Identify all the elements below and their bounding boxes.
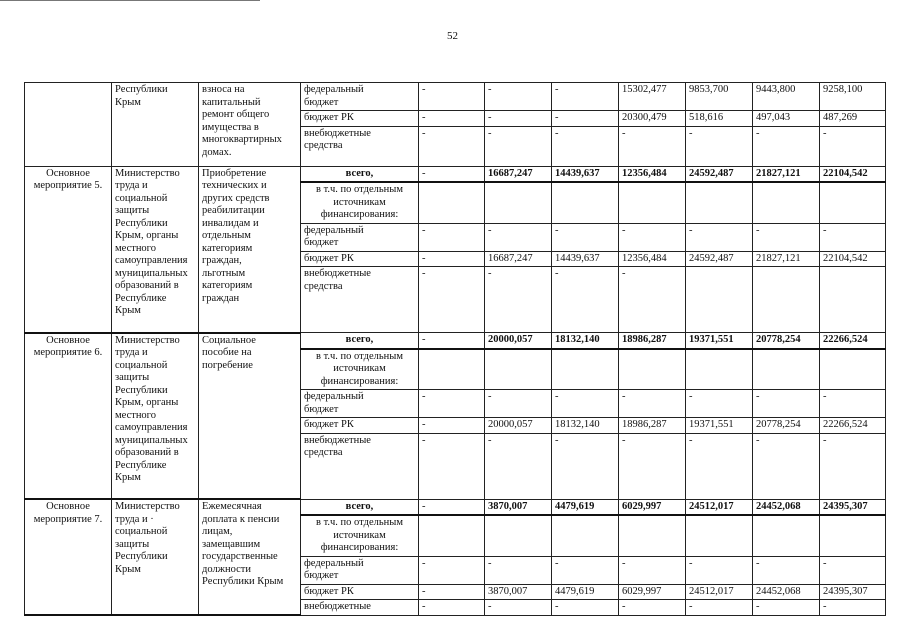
value-cell: - xyxy=(485,83,552,111)
table-row xyxy=(25,83,886,111)
value-cell: - xyxy=(686,126,753,166)
value-cell xyxy=(686,515,753,556)
value-cell xyxy=(686,349,753,390)
value-cell: - xyxy=(686,433,753,499)
value-cell: 4479,619 xyxy=(552,499,619,515)
funding-source-cell: внебюджетные средства xyxy=(301,433,419,499)
table-row xyxy=(25,499,886,515)
value-cell: 9258,100 xyxy=(820,83,886,111)
value-cell: - xyxy=(686,556,753,584)
value-cell: - xyxy=(820,433,886,499)
value-cell: 15302,477 xyxy=(619,83,686,111)
value-cell: 20300,479 xyxy=(619,111,686,127)
value-cell: - xyxy=(419,418,485,434)
top-rule xyxy=(0,0,260,1)
executor-cell: Министерство труда и социальной защиты Республики Крым, органы местного самоуправления муниципальных образований в Республике Крым xyxy=(112,166,199,333)
value-cell: - xyxy=(820,223,886,251)
value-cell: - xyxy=(753,556,820,584)
activity-cell: Социальное пособие на погребение xyxy=(199,333,301,500)
value-cell: - xyxy=(552,83,619,111)
value-cell: - xyxy=(753,433,820,499)
page-number: 52 xyxy=(447,30,458,42)
value-cell xyxy=(753,267,820,333)
funding-source-cell: в т.ч. по отдельным источникам финансирования: xyxy=(301,349,419,390)
value-cell: - xyxy=(619,267,686,333)
value-cell: 18132,140 xyxy=(552,418,619,434)
value-cell: - xyxy=(419,111,485,127)
funding-source-cell: федеральный бюджет xyxy=(301,556,419,584)
funding-source-cell: федеральный бюджет xyxy=(301,223,419,251)
value-cell xyxy=(753,515,820,556)
executor-cell: Республики Крым xyxy=(112,83,199,167)
value-cell: 3870,007 xyxy=(485,584,552,600)
value-cell: - xyxy=(419,166,485,182)
value-cell xyxy=(485,182,552,223)
funding-source-cell: всего, xyxy=(301,499,419,515)
funding-source-cell: федеральный бюджет xyxy=(301,83,419,111)
value-cell xyxy=(753,182,820,223)
value-cell: 14439,637 xyxy=(552,251,619,267)
value-cell: - xyxy=(753,390,820,418)
value-cell: - xyxy=(419,600,485,616)
value-cell: 22104,542 xyxy=(820,166,886,182)
value-cell xyxy=(686,267,753,333)
value-cell: 24395,307 xyxy=(820,584,886,600)
value-cell: 12356,484 xyxy=(619,166,686,182)
value-cell: 16687,247 xyxy=(485,166,552,182)
value-cell: - xyxy=(485,433,552,499)
value-cell: - xyxy=(753,223,820,251)
value-cell: - xyxy=(419,390,485,418)
value-cell: - xyxy=(552,390,619,418)
value-cell: 19371,551 xyxy=(686,333,753,349)
value-cell xyxy=(686,182,753,223)
value-cell xyxy=(485,515,552,556)
funding-source-cell: бюджет РК xyxy=(301,251,419,267)
value-cell xyxy=(552,182,619,223)
table-row xyxy=(25,166,886,182)
value-cell xyxy=(419,515,485,556)
value-cell: 4479,619 xyxy=(552,584,619,600)
value-cell: 20778,254 xyxy=(753,333,820,349)
measure-cell xyxy=(25,83,112,167)
funding-source-cell: всего, xyxy=(301,166,419,182)
value-cell: 18132,140 xyxy=(552,333,619,349)
value-cell: - xyxy=(485,111,552,127)
funding-source-cell: бюджет РК xyxy=(301,584,419,600)
value-cell: 497,043 xyxy=(753,111,820,127)
value-cell xyxy=(820,267,886,333)
value-cell: 19371,551 xyxy=(686,418,753,434)
value-cell: - xyxy=(552,126,619,166)
value-cell: - xyxy=(619,556,686,584)
value-cell: 487,269 xyxy=(820,111,886,127)
executor-cell: Министерство труда и социальной защиты Республики Крым, органы местного самоуправления муниципальных образований в Республике Крым xyxy=(112,333,199,500)
activity-cell: Приобретение технических и других средств реабилитации инвалидам и отдельным категориям граждан, льготным категориям граждан xyxy=(199,166,301,333)
value-cell: 24452,068 xyxy=(753,584,820,600)
value-cell: 14439,637 xyxy=(552,166,619,182)
executor-cell: Министерство труда и · социальной защиты Республики Крым xyxy=(112,499,199,615)
funding-source-cell: в т.ч. по отдельным источникам финансирования: xyxy=(301,182,419,223)
value-cell xyxy=(552,515,619,556)
value-cell: 24395,307 xyxy=(820,499,886,515)
value-cell: - xyxy=(419,251,485,267)
value-cell: - xyxy=(419,556,485,584)
value-cell xyxy=(820,182,886,223)
value-cell xyxy=(753,349,820,390)
value-cell: - xyxy=(419,584,485,600)
value-cell: 6029,997 xyxy=(619,584,686,600)
value-cell xyxy=(485,349,552,390)
activity-cell: взноса на капитальный ремонт общего имущества в многоквартирных домах. xyxy=(199,83,301,167)
value-cell: - xyxy=(820,556,886,584)
value-cell: 22266,524 xyxy=(820,333,886,349)
funding-table xyxy=(24,82,886,616)
value-cell: - xyxy=(686,600,753,616)
funding-source-cell: внебюджетные средства xyxy=(301,267,419,333)
funding-source-cell: в т.ч. по отдельным источникам финансирования: xyxy=(301,515,419,556)
value-cell: - xyxy=(419,499,485,515)
value-cell xyxy=(619,182,686,223)
measure-cell: Основное мероприятие 6. xyxy=(25,333,112,500)
value-cell xyxy=(820,349,886,390)
value-cell: - xyxy=(619,126,686,166)
value-cell: - xyxy=(485,267,552,333)
value-cell xyxy=(820,515,886,556)
value-cell: 9853,700 xyxy=(686,83,753,111)
value-cell: - xyxy=(753,600,820,616)
value-cell: - xyxy=(552,267,619,333)
value-cell: - xyxy=(820,126,886,166)
funding-source-cell: федеральный бюджет xyxy=(301,390,419,418)
value-cell: - xyxy=(419,223,485,251)
value-cell xyxy=(419,182,485,223)
value-cell: - xyxy=(485,223,552,251)
value-cell: 24512,017 xyxy=(686,499,753,515)
value-cell: - xyxy=(686,390,753,418)
value-cell: - xyxy=(419,333,485,349)
funding-source-cell: внебюджетные средства xyxy=(301,126,419,166)
value-cell: - xyxy=(552,556,619,584)
value-cell: - xyxy=(686,223,753,251)
funding-source-cell: бюджет РК xyxy=(301,111,419,127)
value-cell: - xyxy=(485,556,552,584)
value-cell: 24592,487 xyxy=(686,251,753,267)
measure-cell: Основное мероприятие 5. xyxy=(25,166,112,333)
value-cell: - xyxy=(419,433,485,499)
funding-source-cell: внебюджетные xyxy=(301,600,419,616)
value-cell: - xyxy=(619,600,686,616)
value-cell xyxy=(619,349,686,390)
value-cell: - xyxy=(619,223,686,251)
value-cell: - xyxy=(552,600,619,616)
value-cell xyxy=(619,515,686,556)
value-cell: - xyxy=(485,390,552,418)
measure-cell: Основное мероприятие 7. xyxy=(25,499,112,615)
value-cell: 24592,487 xyxy=(686,166,753,182)
value-cell: - xyxy=(552,433,619,499)
value-cell: 9443,800 xyxy=(753,83,820,111)
table-row xyxy=(25,333,886,349)
value-cell: 20000,057 xyxy=(485,418,552,434)
value-cell: - xyxy=(485,126,552,166)
value-cell: - xyxy=(820,390,886,418)
value-cell: 16687,247 xyxy=(485,251,552,267)
value-cell: 21827,121 xyxy=(753,251,820,267)
value-cell: 20778,254 xyxy=(753,418,820,434)
funding-source-cell: бюджет РК xyxy=(301,418,419,434)
value-cell: - xyxy=(820,600,886,616)
value-cell: 3870,007 xyxy=(485,499,552,515)
value-cell: 21827,121 xyxy=(753,166,820,182)
value-cell: - xyxy=(753,126,820,166)
funding-source-cell: всего, xyxy=(301,333,419,349)
value-cell: - xyxy=(619,433,686,499)
value-cell: - xyxy=(552,223,619,251)
activity-cell: Ежемесячная доплата к пенсии лицам, замещавшим государственные должности Республики Крым xyxy=(199,499,301,615)
value-cell: 518,616 xyxy=(686,111,753,127)
value-cell: 18986,287 xyxy=(619,333,686,349)
value-cell: 24452,068 xyxy=(753,499,820,515)
value-cell: 20000,057 xyxy=(485,333,552,349)
value-cell: - xyxy=(419,267,485,333)
value-cell: - xyxy=(552,111,619,127)
value-cell: 6029,997 xyxy=(619,499,686,515)
value-cell: - xyxy=(619,390,686,418)
value-cell: 24512,017 xyxy=(686,584,753,600)
value-cell: - xyxy=(485,600,552,616)
value-cell xyxy=(419,349,485,390)
value-cell: - xyxy=(419,126,485,166)
value-cell: 12356,484 xyxy=(619,251,686,267)
value-cell: 22266,524 xyxy=(820,418,886,434)
value-cell: 22104,542 xyxy=(820,251,886,267)
value-cell xyxy=(552,349,619,390)
value-cell: - xyxy=(419,83,485,111)
value-cell: 18986,287 xyxy=(619,418,686,434)
